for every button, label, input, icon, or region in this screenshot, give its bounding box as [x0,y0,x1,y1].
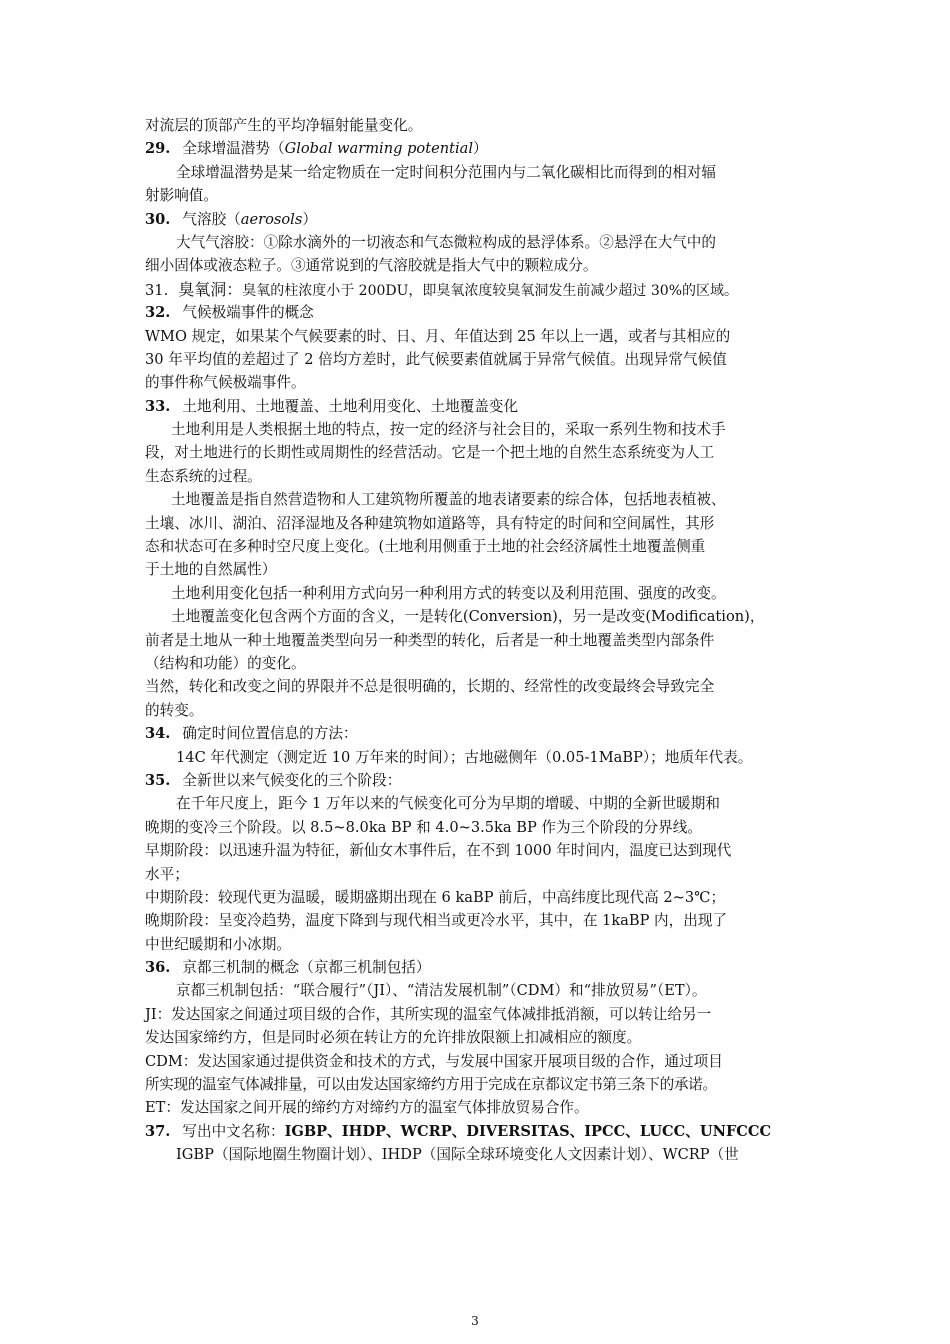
paragraph-line: 水平； [145,865,189,883]
paragraph-line: 段，对土地进行的长期性或周期性的经营活动。它是一个把土地的自然生态系统变为人工 [145,444,715,462]
section-title: 全球增温潜势（ [182,140,285,158]
paragraph-line: 中期阶段：较现代更为温暖，暖期盛期出现在 6 kaBP 前后，中高纬度比现代高 2~3℃； [145,888,726,906]
section-number: 34. [145,725,171,743]
section-title-english: aerosols [240,210,303,228]
paragraph-line: 京都三机制包括：“联合履行”（JI）、“清洁发展机制”（CDM）和“排放贸易”（ET）。 [176,982,707,1000]
section-title: 京都三机制的概念（京都三机制包括） [182,959,431,977]
paragraph-line: 对流层的顶部产生的平均净辐射能量变化。 [145,117,423,134]
section-title: 土地利用、土地覆盖、土地利用变化、土地覆盖变化 [182,397,519,415]
section-heading-37 [145,1120,835,1143]
section-title: 气候极端事件的概念 [182,304,314,322]
section-number: 33. [145,397,171,415]
section-body: 臭氧的柱浓度小于 200DU，即臭氧浓度较臭氧洞发生前减少超过 30%的区域。 [242,282,738,299]
section-title-acronyms: IGBP、IHDP、WCRP、DIVERSITAS、IPCC、LUCC、UNFCCC [284,1122,772,1140]
section-title-end: ） [473,140,488,158]
paragraph-line: 前者是土地从一种土地覆盖类型向另一种类型的转化，后者是一种土地覆盖类型内部条件 [145,631,715,649]
paragraph-line: 土地利用变化包括一种利用方式向另一种利用方式的转变以及利用范围、强度的改变。 [171,584,726,602]
paragraph-line: 大气气溶胶：①除水滴外的一切液态和气态微粒构成的悬浮体系。②悬浮在大气中的 [176,233,716,251]
paragraph-line: 土壤、冰川、湖泊、沼泽湿地及各种建筑物如道路等，具有特定的时间和空间属性，其形 [145,514,715,532]
paragraph-line: 早期阶段：以迅速升温为特征，新仙女木事件后，在不到 1000 年时间内，温度已达到现代 [145,842,732,860]
paragraph-line: 中世纪暖期和小冰期。 [145,935,291,953]
section-title: 确定时间位置信息的方法： [182,725,358,743]
paragraph-line: 全球增温潜势是某一给定物质在一定时间积分范围内与二氧化碳相比而得到的相对辐 [176,163,716,181]
section-title: 臭氧洞： [178,279,243,299]
paragraph-line: JI：发达国家之间通过项目级的合作，其所实现的温室气体减排抵消额，可以转让给另一 [145,1005,712,1023]
paragraph-line: CDM：发达国家通过提供资金和技术的方式，与发展中国家开展项目级的合作，通过项目 [145,1052,723,1070]
section-number: 31. [145,281,169,299]
section-number: 30. [145,210,171,228]
paragraph-line: 射影响值。 [145,187,218,205]
section-number: 36. [145,959,171,977]
paragraph-line: 的事件称气候极端事件。 [145,374,306,392]
paragraph-line: ET：发达国家之间开展的缔约方对缔约方的温室气体排放贸易合作。 [145,1099,589,1117]
section-heading-30 [145,208,835,231]
paragraph-line: 晚期的变冷三个阶段。以 8.5~8.0ka BP 和 4.0~3.5ka BP 作为三个阶段的分界线。 [145,818,702,836]
paragraph-line: 30 年平均值的差超过了 2 倍均方差时，此气候要素值就属于异常气候值。出现异常气候值 [145,350,727,368]
section-number: 32. [145,304,171,322]
paragraph-line: （结构和功能）的变化。 [145,654,306,672]
paragraph-line: 态和状态可在多种时空尺度上变化。(土地利用侧重于土地的社会经济属性土地覆盖侧重 [145,538,706,556]
section-title-english: Global warming potential [284,140,474,158]
section-number: 37. [145,1122,171,1140]
paragraph-line: 所实现的温室气体减排量，可以由发达国家缔约方用于完成在京都议定书第三条下的承诺。 [145,1076,717,1094]
paragraph-line: 当然，转化和改变之间的界限并不总是很明确的，长期的、经常性的改变最终会导致完全 [145,678,715,696]
section-heading-29 [145,137,835,160]
paragraph-line: WMO 规定，如果某个气候要素的时、日、月、年值达到 25 年以上一遇，或者与其相应的 [145,327,731,345]
document-body [145,114,835,1167]
section-title: 写出中文名称： [182,1122,285,1140]
paragraph-line: 的转变。 [145,701,204,719]
paragraph-line: 在千年尺度上，距今 1 万年以来的气候变化可分为早期的增暖、中期的全新世暖期和 [176,795,720,813]
section-heading-36 [145,956,835,979]
section-number: 35. [145,771,171,789]
section-heading-31 [145,278,835,301]
section-title-end: ） [302,210,317,228]
section-heading-33 [145,395,835,418]
paragraph-line: 土地利用是人类根据土地的特点，按一定的经济与社会目的，采取一系列生物和技术手 [171,421,726,439]
paragraph-line: 晚期阶段：呈变冷趋势，温度下降到与现代相当或更冷水平，其中，在 1kaBP 内，出现了 [145,912,728,930]
page-number: 3 [471,1314,479,1328]
paragraph-line: 生态系统的过程。 [145,467,262,485]
paragraph-line: 发达国家缔约方，但是同时必须在转让方的允许排放限额上扣减相应的额度。 [145,1029,642,1047]
paragraph-line: 土地覆盖是指自然营造物和人工建筑物所覆盖的地表诸要素的综合体，包括地表植被、 [171,491,726,509]
paragraph-line: 14C 年代测定（测定近 10 万年来的时间）；古地磁侧年（0.05-1MaBP）；地质年代表。 [176,748,753,766]
section-heading-34 [145,722,835,745]
section-heading-32 [145,301,835,324]
paragraph-line: 于土地的自然属性） [145,561,277,579]
paragraph-line: 细小固体或液态粒子。③通常说到的气溶胶就是指大气中的颗粒成分。 [145,257,598,275]
paragraph-line: 土地覆盖变化包含两个方面的含义，一是转化(Conversion)，另一是改变(Modification)， [171,608,765,626]
paragraph-line: IGBP（国际地圈生物圈计划）、IHDP（国际全球环境变化人文因素计划）、WCRP（世 [176,1146,739,1164]
section-title: 全新世以来气候变化的三个阶段： [182,771,402,789]
section-number: 29. [145,140,171,158]
section-title: 气溶胶（ [182,210,241,228]
section-heading-35 [145,769,835,792]
